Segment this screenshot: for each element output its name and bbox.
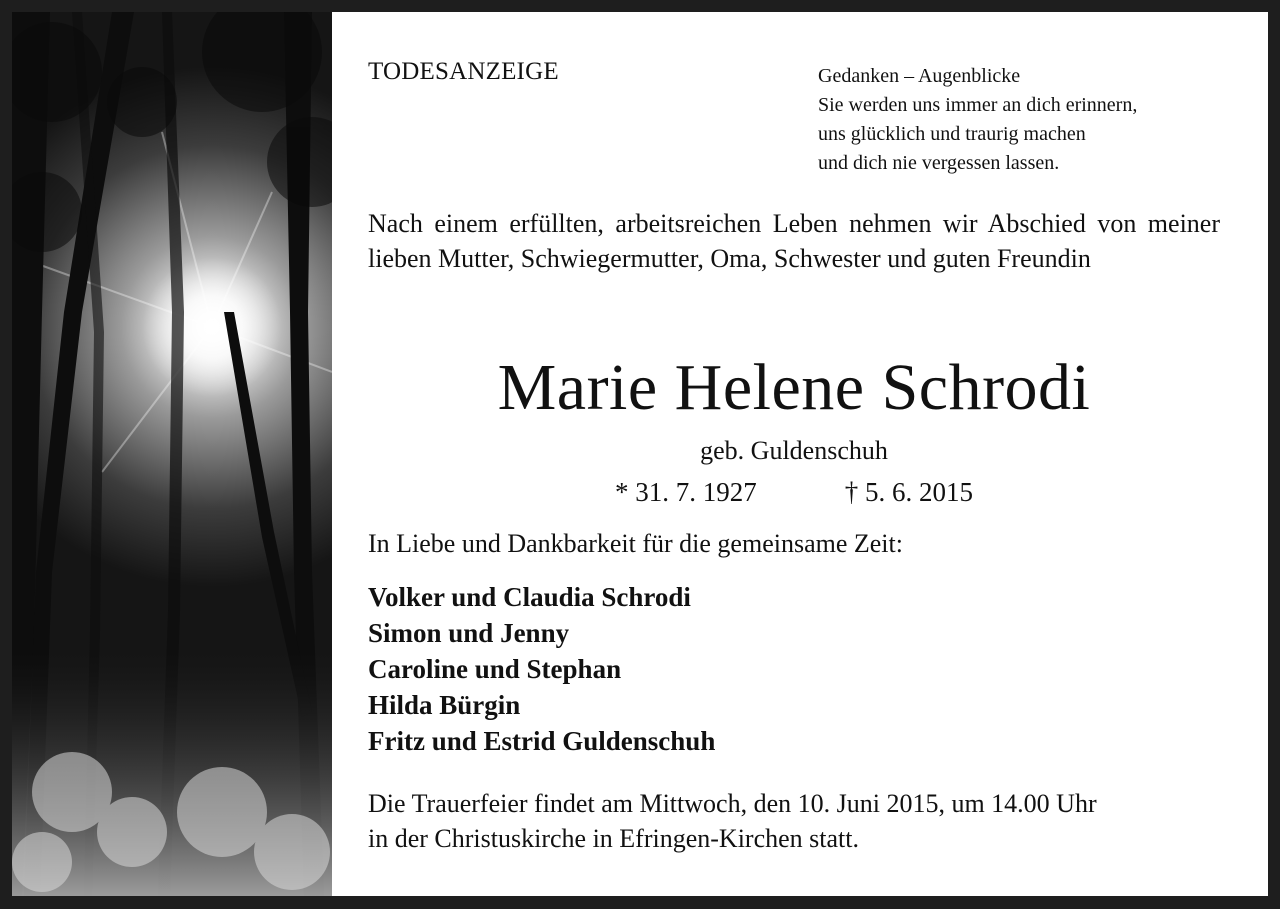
death-date: † 5. 6. 2015 xyxy=(844,477,973,507)
life-dates xyxy=(368,477,1220,508)
service-line: Die Trauerfeier findet am Mittwoch, den 10. Juni 2015, um 14.00 Uhr xyxy=(368,789,1097,818)
poem-line: Gedanken – Augenblicke xyxy=(818,65,1021,87)
poem-line: uns glücklich und traurig machen xyxy=(818,123,1086,145)
poem-line: und dich nie vergessen lassen. xyxy=(818,152,1060,174)
mourner-name: Simon und Jenny xyxy=(368,618,570,648)
birth-name: geb. Guldenschuh xyxy=(700,436,888,465)
mourner-name: Caroline und Stephan xyxy=(368,654,622,684)
service-line: in der Christuskirche in Efringen-Kirchen statt. xyxy=(368,824,859,853)
forest-sunlight-photo xyxy=(12,12,332,896)
mourners-list xyxy=(368,579,715,759)
intro-paragraph: Nach einem erfüllten, arbeitsreichen Leben nehmen wir Abschied von meiner lieben Mutter, Schwiegermutter, Oma, Schwester und guten Freundin xyxy=(368,209,1220,273)
service-info xyxy=(368,786,1097,856)
thanks-line: In Liebe und Dankbarkeit für die gemeinsame Zeit: xyxy=(368,529,903,558)
mourner-name: Volker und Claudia Schrodi xyxy=(368,582,691,612)
mourner-name: Hilda Bürgin xyxy=(368,690,521,720)
mourner-name: Fritz und Estrid Guldenschuh xyxy=(368,726,716,756)
deceased-name: Marie Helene Schrodi xyxy=(497,351,1091,424)
birth-date: * 31. 7. 1927 xyxy=(615,477,757,507)
notice-text-area xyxy=(368,12,1220,896)
obituary-notice xyxy=(12,12,1268,896)
poem xyxy=(818,62,1137,178)
poem-line: Sie werden uns immer an dich erinnern, xyxy=(818,94,1138,116)
notice-heading: TODESANZEIGE xyxy=(368,58,559,85)
